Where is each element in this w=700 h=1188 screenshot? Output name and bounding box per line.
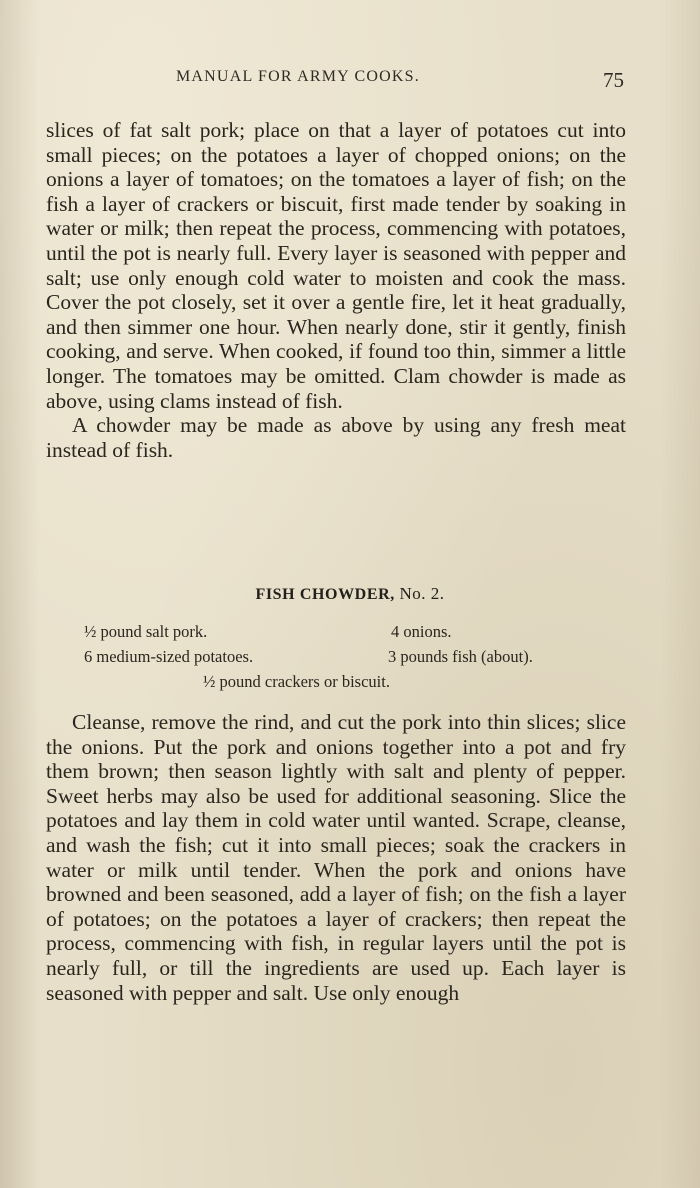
continued-recipe-text [46, 118, 626, 462]
ingredient-item: ½ pound salt pork. [84, 622, 208, 641]
ingredient-item: 3 pounds fish (about). [388, 647, 533, 666]
ingredient-item: 4 onions. [391, 622, 452, 641]
recipe-number: No. 2. [399, 584, 445, 603]
recipe-heading [0, 584, 700, 604]
running-title: MANUAL FOR ARMY COOKS. [176, 68, 420, 85]
recipe-directions [46, 710, 626, 1005]
directions-paragraph: Cleanse, remove the rind, and cut the pork into thin slices; slice the onions. Put the pork and onions together into a pot and fry them brown; then season lightly with salt and plenty of pepper. Sweet herbs may also be used for additional seasoning. Slice the potatoes and lay them in cold water until wanted. Scrape, cleanse, and wash the fish; cut it into small pieces; soak the crackers in water or milk until tender. When the pork and onions have browned and been seasoned, add a layer of fish; on the fish a layer of potatoes; on the potatoes a layer of crackers; then repeat the process, commencing with fish, in regular layers until the pot is nearly full, or till the ingredients are used up. Each layer is seasoned with pepper and salt. Use only enough [46, 710, 626, 1005]
recipe-title: FISH CHOWDER, [255, 586, 395, 603]
page-number: 75 [603, 68, 624, 92]
body-paragraph: A chowder may be made as above by using any fresh meat instead of fish. [46, 413, 626, 462]
body-paragraph: slices of fat salt pork; place on that a layer of potatoes cut into small pieces; on the potatoes a layer of chopped onions; on the onions a layer of tomatoes; on the tomatoes a layer of fish; on the fish a layer of crackers or biscuit, first made tender by soaking in water or milk; then repeat the process, commencing with potatoes, until the pot is nearly full. Every layer is seasoned with pepper and salt; use only enough cold water to moisten and cook the mass. Cover the pot closely, set it over a gentle fire, let it heat gradually, and then simmer one hour. When nearly done, stir it gently, finish cooking, and serve. When cooked, if found too thin, simmer a little longer. The tomatoes may be omitted. Clam chowder is made as above, using clams instead of fish. [46, 118, 626, 413]
running-head [0, 64, 700, 94]
ingredient-item: 6 medium-sized potatoes. [84, 647, 254, 666]
ingredient-item: ½ pound crackers or biscuit. [203, 672, 390, 691]
